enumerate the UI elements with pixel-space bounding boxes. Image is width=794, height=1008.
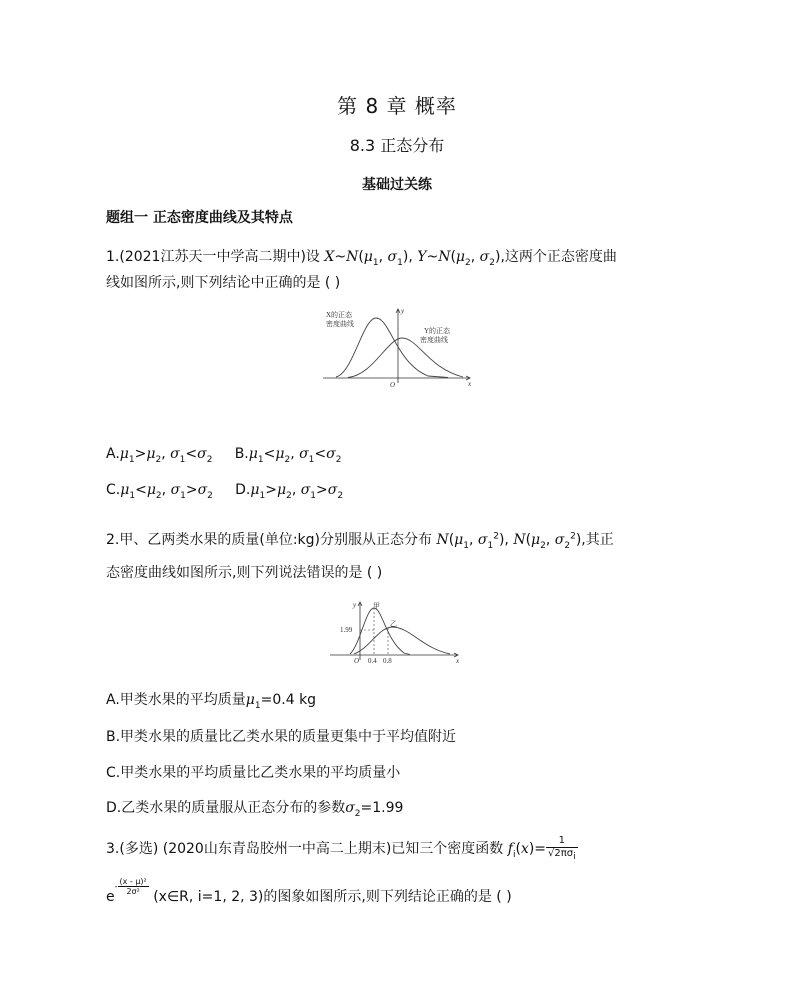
q2-label-jia: 甲 — [373, 602, 380, 610]
q2-label-yi: 乙 — [390, 620, 397, 628]
q2-option-c: C.甲类水果的平均质量比乙类水果的平均质量小 — [106, 765, 401, 781]
q1-label-y-2: 密度曲线 — [420, 336, 448, 344]
q2-figure — [330, 600, 466, 666]
q1-figure — [318, 303, 478, 391]
svg-text:x: x — [468, 380, 472, 388]
q2-curve-jia — [350, 608, 410, 655]
q2-tick-1: 0.4 — [368, 657, 377, 665]
svg-text:O: O — [390, 381, 396, 389]
q2-y-value: 1.99 — [340, 626, 353, 634]
q1-label-x-1: X的正态 — [326, 311, 353, 319]
q3-fraction: $\frac{1}{√2\pi\sigma_i}$ — [548, 835, 576, 862]
q2-option-b: B.甲类水果的质量比乙类水果的质量更集中于平均值附近 — [106, 729, 457, 745]
svg-text:y: y — [353, 601, 357, 609]
chapter-title: 第 8 章 概率 — [337, 94, 457, 118]
q1-options-cd: $C.\mu_1<\mu_2$, $\sigma_1>\sigma_2$ $D.\mu_1>\mu_2$, $\sigma_1>\sigma_2$ — [106, 482, 344, 501]
q3-line2: $e^{- \frac{\text{(x - μ)²}}{\text{2σ²}}}$ (x∈R, i=1, 2, 3)的图象如图所示,则下列结论正确的是 ( ) — [106, 877, 512, 905]
svg-text:x: x — [456, 657, 460, 665]
q2-line1: 2.甲、乙两类水果的质量(单位:kg)分别服从正态分布 $N(\mu_1$, $\sigma_1^2$), $N(\mu_2$, $\sigma_2^2$),其正 — [106, 531, 614, 551]
q1-line1: 1.(2021江苏天一中学高二期中)设 $X\sim N(\mu_1$, $\sigma_1$), $Y\sim N(\mu_2$, $\sigma_2$),这两个正态密度曲 — [106, 249, 617, 268]
q1-label-x-2: 密度曲线 — [326, 320, 354, 328]
practice-heading: 基础过关练 — [362, 177, 432, 193]
svg-text:y: y — [401, 307, 405, 315]
q2-option-a: A.甲类水果的平均质量$\mu_1=0.4$ kg — [106, 692, 317, 711]
q1-label-y-1: Y的正态 — [424, 327, 451, 335]
q2-curve-yi — [354, 627, 450, 654]
q1-options-ab: $A.\mu_1>\mu_2$, $\sigma_1<\sigma_2$ $B.\mu_1<\mu_2$, $\sigma_1<\sigma_2$ — [106, 446, 342, 465]
q2-tick-2: 0.8 — [383, 657, 392, 665]
svg-text:O: O — [354, 657, 360, 665]
q3-line1: 3.(多选) (2020山东青岛胶州一中高二上期末)已知三个密度函数 $f_i(x)=$ $\frac{1}{√2\pi\sigma_i}$ — [106, 835, 576, 862]
group-heading: 题组一 正态密度曲线及其特点 — [106, 210, 293, 226]
q1-line2: 线如图所示,则下列结论中正确的是 ( ) — [106, 275, 341, 291]
section-title: 8.3 正态分布 — [349, 136, 445, 155]
q2-option-d: D.乙类水果的质量服从正态分布的参数$\sigma_2=1.99$ — [106, 800, 404, 819]
q2-line2: 态密度曲线如图所示,则下列说法错误的是 ( ) — [106, 565, 383, 581]
